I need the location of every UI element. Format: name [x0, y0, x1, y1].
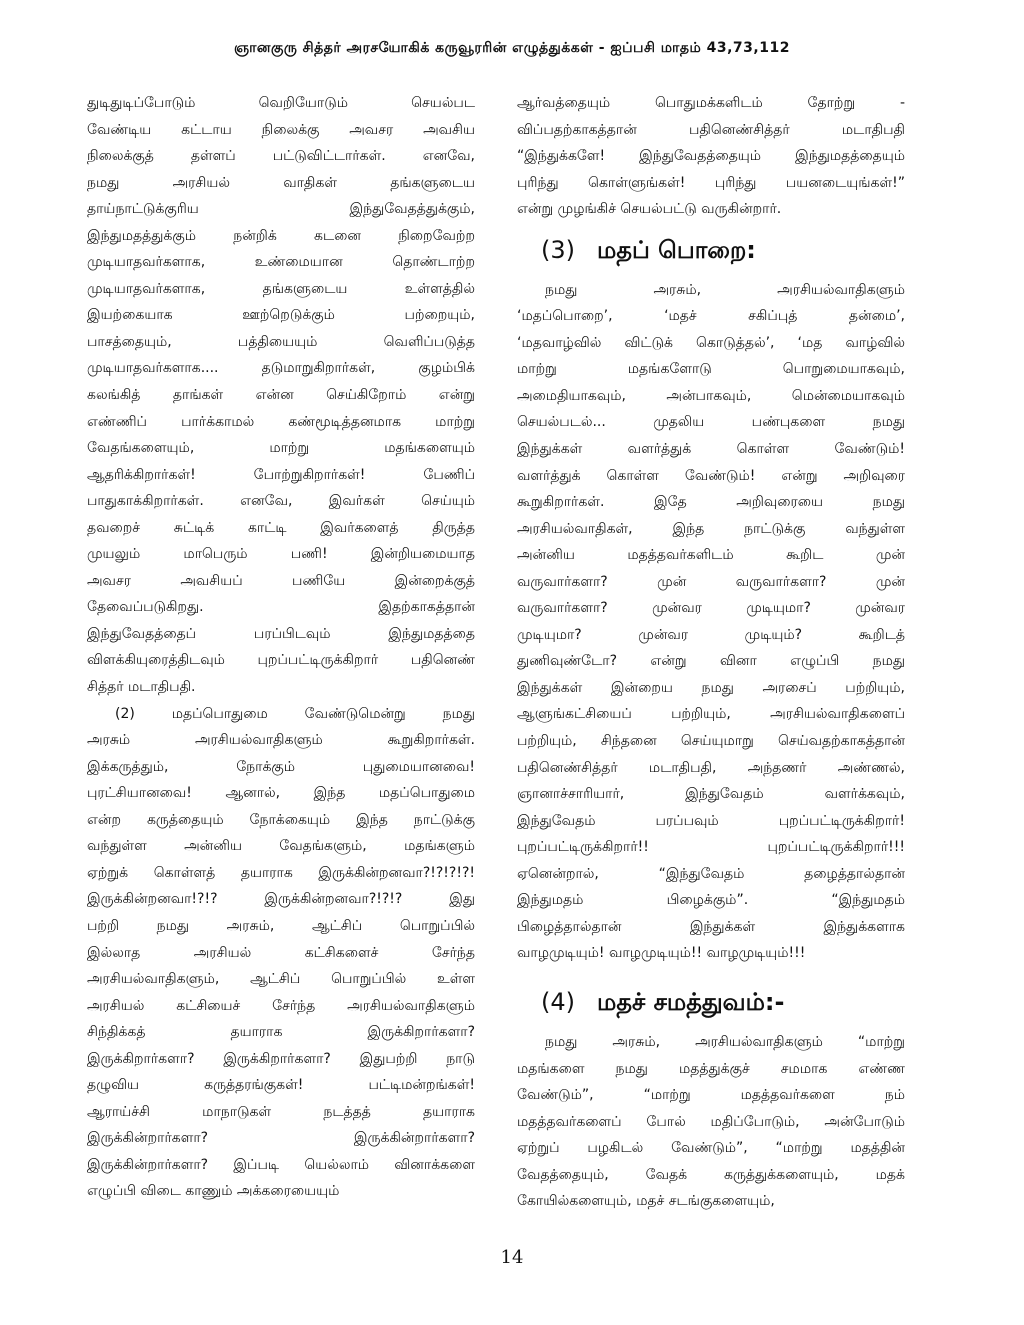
running-header: ஞானகுரு சித்தர் அரசயோகிக் கருவூரரின் எழுத்துக்கள் - ஐப்பசி மாதம் 43,73,112 [234, 40, 790, 56]
text-line: வேண்டிய கட்டாய நிலைக்கு அவசர அவசிய [87, 121, 475, 138]
text-line: தவறைச் சுட்டிக் காட்டி இவர்களைத் திருத்த [87, 519, 475, 536]
text-line: இருக்கிறார்களா? இருக்கிறார்களா? இதுபற்றி நாடு [87, 1050, 475, 1067]
text-line: ஆராய்ச்சி மாநாடுகள் நடத்தத் தயாராக [87, 1103, 475, 1120]
text-line: கோயில்களையும், மதச் சடங்குகளையும், [517, 1193, 775, 1210]
text-line: இருக்கின்றார்களா? இருக்கின்றார்களா? [87, 1130, 475, 1147]
text-line: துணிவுண்டோ? என்று வினா எழுப்பி நமது [517, 653, 905, 670]
text-line: வந்துள்ள அன்னிய வேதங்களும், மதங்களும் [87, 838, 475, 855]
text-line: இந்துவேதம் பரப்பவும் புறப்பட்டிருக்கிறார்! [517, 812, 905, 829]
text-line: என்ற கருத்தையும் நோக்கையும் இந்த நாட்டுக்கு [87, 811, 475, 828]
text-line: வருவார்களா? முன்வர முடியுமா? முன்வர [517, 600, 905, 617]
text-line: தேவைப்படுகிறது. இதற்காகத்தான் [87, 599, 475, 616]
section-number: (4) [541, 987, 575, 1016]
text-line: மதங்களை நமது மதத்துக்குச் சமமாக எண்ண [517, 1060, 905, 1077]
text-line: நமது அரசும், அரசியல்வாதிகளும் “மாற்று [545, 1033, 905, 1050]
text-line: இக்கருத்தும், நோக்கும் புதுமையானவை! [87, 758, 475, 775]
text-line: புரட்சியானவை! ஆனால், இந்த மதப்பொதுமை [87, 785, 475, 802]
text-line: நிலைக்குத் தள்ளப் பட்டுவிட்டார்கள். எனவே, [87, 148, 475, 165]
text-line: விளக்கியுரைத்திடவும் புறப்பட்டிருக்கிறார் பதினெண் [87, 652, 475, 669]
section-number: (3) [541, 235, 575, 264]
text-line: அரசியல்வாதிகள், இந்த நாட்டுக்கு வந்துள்ள [517, 520, 905, 537]
paragraph-religious-equality [517, 1029, 905, 1215]
text-line: விப்பதற்காகத்தான் பதினெண்சித்தர் மடாதிபதி [517, 121, 905, 138]
text-line: பிழைத்தால்தான் இந்துக்கள் இந்துக்களாக [517, 918, 905, 935]
text-line: ஆர்வத்தையும் பொதுமக்களிடம் தோற்று - [517, 95, 905, 111]
text-line: துடிதுடிப்போடும் வெறியோடும் செயல்பட [87, 95, 475, 111]
text-line: சிந்திக்கத் தயாராக இருக்கிறார்களா? [87, 1024, 475, 1041]
text-line: கலங்கித் தாங்கள் என்ன செய்கிறோம் என்று [87, 387, 475, 404]
text-line: மதத்தவர்களைப் போல் மதிப்போடும், அன்போடும் [517, 1113, 905, 1130]
text-line: இந்துமதம் பிழைக்கும்”. “இந்துமதம் [517, 892, 905, 909]
text-line: இந்துக்கள் வளர்த்துக் கொள்ள வேண்டும்! [517, 441, 905, 458]
text-line: முடியாதவர்களாக, உண்மையான தொண்டாற்ற [87, 254, 475, 271]
text-line: முடியாதவர்களாக, தங்களுடைய உள்ளத்தில் [87, 280, 475, 297]
text-line: இருக்கின்றார்களா? இப்படி யெல்லாம் வினாக்களை [87, 1156, 475, 1173]
text-line: வருவார்களா? முன் வருவார்களா? முன் [517, 573, 905, 590]
text-line: பாசத்தையும், பத்தியையும் வெளிப்படுத்த [87, 333, 475, 350]
text-line: தாய்நாட்டுக்குரிய இந்துவேதத்துக்கும், [87, 201, 475, 218]
text-line: இருக்கின்றனவா!?!? இருக்கின்றனவா?!?!? இது [87, 891, 475, 908]
text-line: முடியாதவர்களாக.... தடுமாறுகிறார்கள், குழம்பிக் [87, 360, 475, 377]
text-line: ‘மதவாழ்வில் விட்டுக் கொடுத்தல்’, ‘மத வாழ்வில் [517, 334, 905, 351]
text-line: தழுவிய கருத்தரங்குகள்! பட்டிமன்றங்கள்! [87, 1077, 475, 1094]
text-line: முயலும் மாபெரும் பணி! இன்றியமையாத [87, 546, 475, 563]
text-line: இந்துவேதத்தைப் பரப்பிடவும் இந்துமதத்தை [87, 625, 475, 642]
text-line: ஆதரிக்கிறார்கள்! போற்றுகிறார்கள்! பேணிப் [87, 466, 475, 483]
text-line: இந்துக்கள் இன்றைய நமது அரசைப் பற்றியும், [517, 679, 905, 696]
text-line: அரசியல் கட்சியைச் சேர்ந்த அரசியல்வாதிகளும் [87, 997, 475, 1014]
text-line: செயல்படல்... முதலிய பண்புகளை நமது [517, 414, 905, 431]
text-line: இயற்கையாக ஊற்றெடுக்கும் பற்றையும், [87, 307, 475, 324]
text-line: எழுப்பி விடை காணும் அக்கரையையும் [87, 1183, 340, 1200]
page-number: 14 [500, 1247, 524, 1268]
text-line: வளர்த்துக் கொள்ள வேண்டும்! என்று அறிவுரை [517, 467, 905, 484]
section-heading-4 [517, 975, 905, 1029]
text-line: பதினெண்சித்தர் மடாதிபதி, அந்தணர் அண்ணல், [517, 759, 905, 776]
right-column [517, 90, 905, 1215]
text-line: ஏற்றுப் பழகிடல் வேண்டும்”, “மாற்று மதத்தின் [517, 1140, 905, 1157]
paragraph-religious-tolerance [517, 277, 905, 967]
text-line: ஏற்றுக் கொள்ளத் தயாராக இருக்கின்றனவா?!?!?!?! [87, 864, 475, 881]
text-line: அரசும் அரசியல்வாதிகளும் கூறுகிறார்கள். [87, 732, 475, 749]
text-line: பாதுகாக்கிறார்கள். எனவே, இவர்கள் செய்யும் [87, 493, 475, 510]
text-line: புறப்பட்டிருக்கிறார்!! புறப்பட்டிருக்கிறார்!!! [517, 839, 905, 856]
text-line: வேதங்களையும், மாற்று மதங்களையும் [87, 440, 475, 457]
text-line: ஏனென்றால், “இந்துவேதம் தழைத்தால்தான் [517, 865, 905, 882]
text-line: அமைதியாகவும், அன்பாகவும், மென்மையாகவும் [517, 387, 905, 404]
section-title: மதச் சமத்துவம்:- [597, 987, 785, 1016]
text-line: அவசர அவசியப் பணியே இன்றைக்குத் [87, 572, 475, 589]
text-line: நமது அரசியல் வாதிகள் தங்களுடைய [87, 174, 475, 191]
text-line: முடியுமா? முன்வர முடியும்? கூறிடத் [517, 626, 905, 643]
text-line: ஆளுங்கட்சியைப் பற்றியும், அரசியல்வாதிகளைப் [517, 706, 905, 723]
text-line: வாழமுடியும்! வாழமுடியும்!! வாழமுடியும்!!! [517, 945, 806, 962]
left-column [87, 90, 475, 1205]
text-line: எண்ணிப் பார்க்காமல் கண்மூடித்தனமாக மாற்று [87, 413, 475, 430]
text-line: கூறுகிறார்கள். இதே அறிவுரையை நமது [517, 494, 905, 511]
text-line: ‘மதப்பொறை’, ‘மதச் சகிப்புத் தன்மை’, [517, 308, 905, 325]
text-line: பற்றியும், சிந்தனை செய்யுமாறு செய்வதற்காகத்தான் [517, 733, 905, 750]
text-line: புரிந்து கொள்ளுங்கள்! புரிந்து பயனடையுங்கள்!” [517, 174, 905, 191]
text-line: வேண்டும்”, “மாற்று மதத்தவர்களை நம் [517, 1087, 905, 1104]
text-line: இல்லாத அரசியல் கட்சிகளைச் சேர்ந்த [87, 944, 475, 961]
section-heading-3 [517, 223, 905, 277]
paragraph-intro [517, 90, 905, 223]
text-line: “இந்துக்களே! இந்துவேதத்தையும் இந்துமதத்தையும் [517, 148, 905, 165]
text-line: அன்னிய மதத்தவர்களிடம் கூறிட முன் [517, 547, 905, 564]
text-line: பற்றி நமது அரசும், ஆட்சிப் பொறுப்பில் [87, 917, 475, 934]
text-line: வேதத்தையும், வேதக் கருத்துக்களையும், மதக் [517, 1166, 905, 1183]
text-line: அரசியல்வாதிகளும், ஆட்சிப் பொறுப்பில் உள்ள [87, 971, 475, 988]
text-line: மாற்று மதங்களோடு பொறுமையாகவும், [517, 361, 905, 378]
text-line: (2) மதப்பொதுமை வேண்டுமென்று நமது [115, 705, 475, 722]
text-line: இந்துமதத்துக்கும் நன்றிக் கடனை நிறைவேற்ற [87, 227, 475, 244]
text-line: ஞானாச்சாரியார், இந்துவேதம் வளர்க்கவும், [517, 786, 905, 803]
section-title: மதப் பொறை: [597, 235, 756, 264]
text-line: சித்தர் மடாதிபதி. [87, 679, 196, 696]
text-line: நமது அரசும், அரசியல்வாதிகளும் [545, 281, 905, 298]
text-line: என்று முழங்கிச் செயல்பட்டு வருகின்றார். [517, 201, 782, 218]
